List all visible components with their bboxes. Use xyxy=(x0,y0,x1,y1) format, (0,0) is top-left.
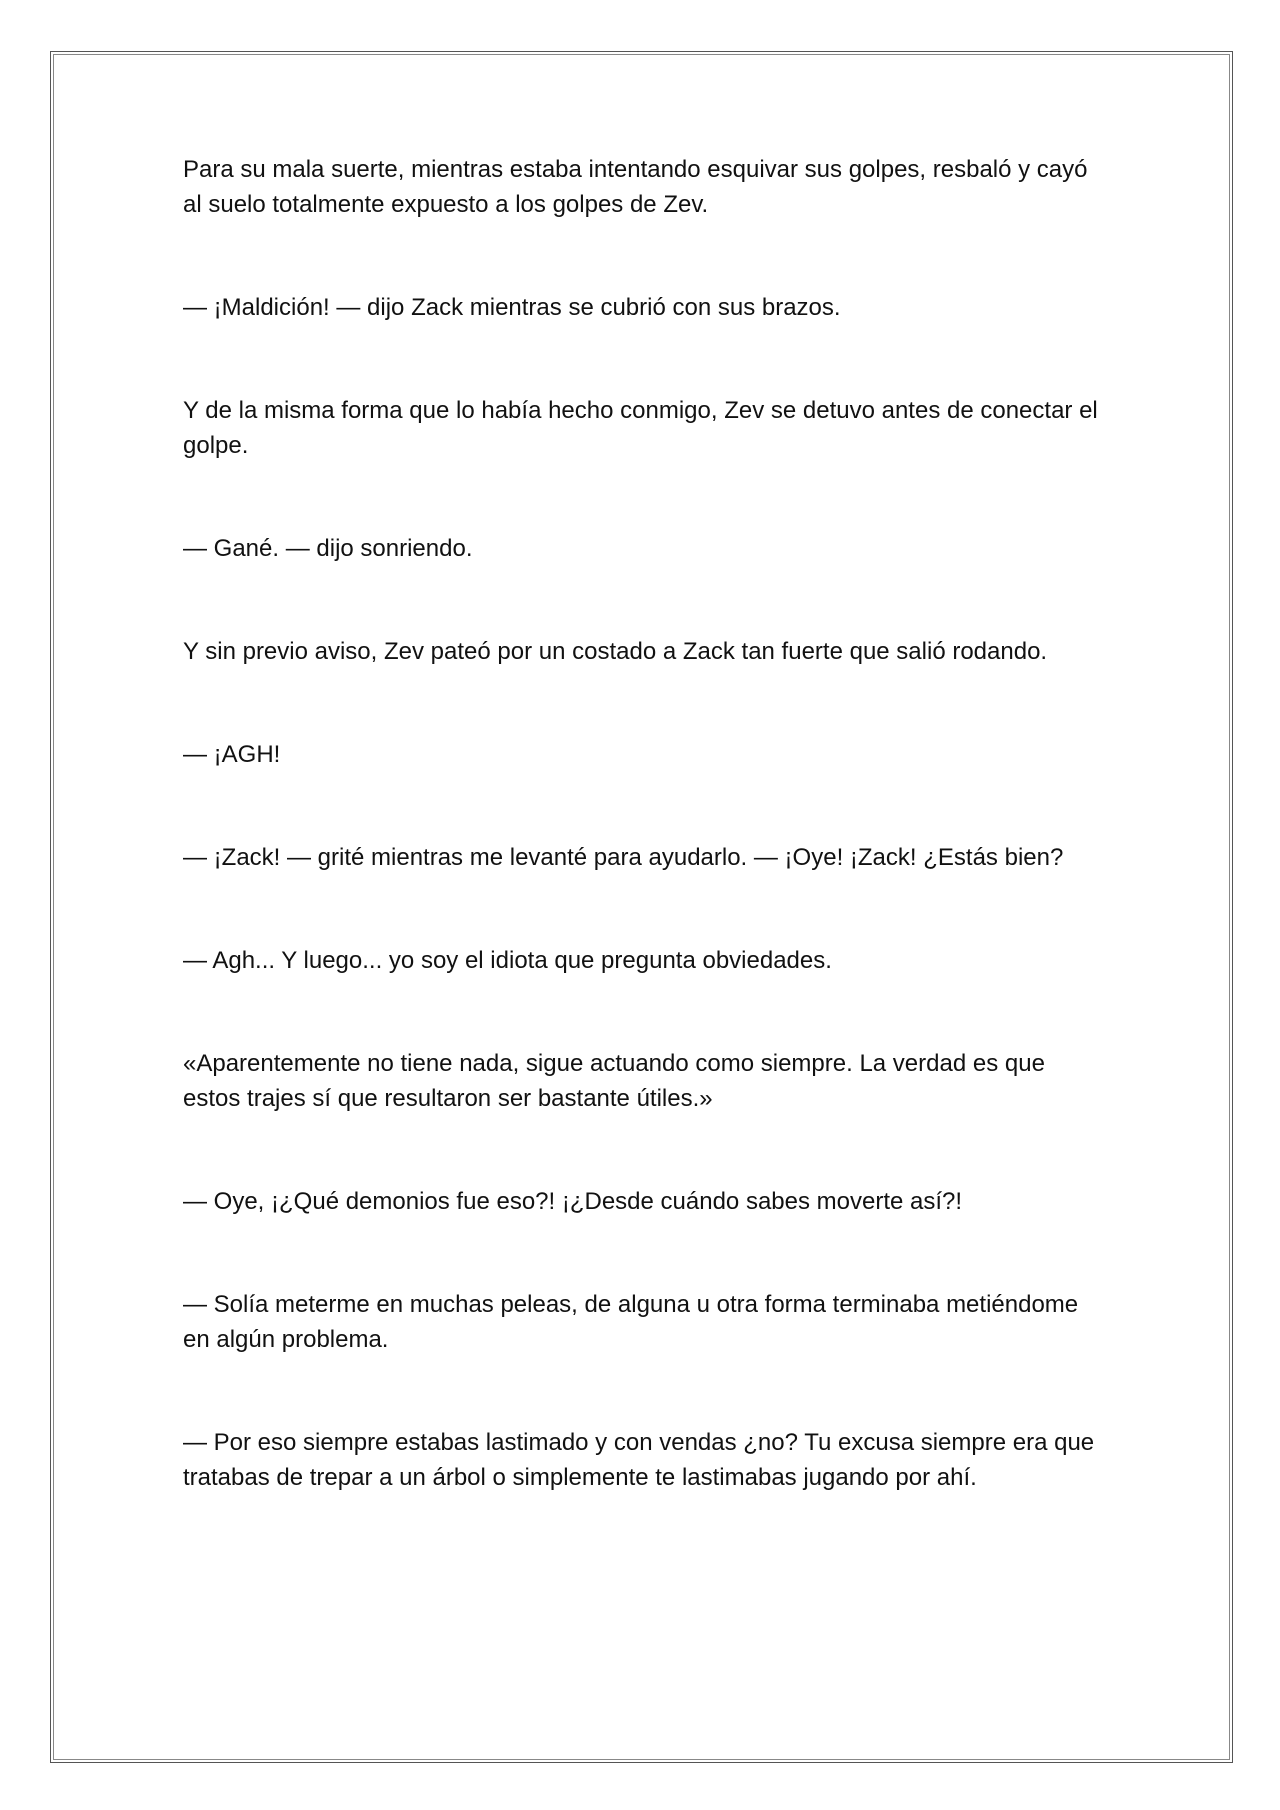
paragraph: — Agh... Y luego... yo soy el idiota que pregunta obviedades. xyxy=(183,947,832,974)
paragraph: — Por eso siempre estabas lastimado y con vendas ¿no? Tu excusa siempre era que tratabas de trepar a un árbol o simplemente te lastimabas jugando por ahí. xyxy=(183,1429,1095,1491)
paragraph: — Gané. — dijo sonriendo. xyxy=(183,535,473,562)
paragraph: — ¡Maldición! — dijo Zack mientras se cubrió con sus brazos. xyxy=(183,294,841,321)
paragraph: — ¡AGH! xyxy=(183,741,281,768)
paragraph: — ¡Zack! — grité mientras me levanté para ayudarlo. — ¡Oye! ¡Zack! ¿Estás bien? xyxy=(183,844,1064,871)
paragraph: «Aparentemente no tiene nada, sigue actuando como siempre. La verdad es que estos trajes sí que resultaron ser bastante útiles.» xyxy=(183,1050,1045,1112)
paragraph: Y de la misma forma que lo había hecho conmigo, Zev se detuvo antes de conectar el golpe. xyxy=(183,397,1098,459)
paragraph: Y sin previo aviso, Zev pateó por un costado a Zack tan fuerte que salió rodando. xyxy=(183,638,1048,665)
paragraph: — Solía meterme en muchas peleas, de alguna u otra forma terminaba metiéndome en algún problema. xyxy=(183,1291,1079,1353)
document-body xyxy=(183,152,1103,1495)
paragraph: Para su mala suerte, mientras estaba intentando esquivar sus golpes, resbaló y cayó al suelo totalmente expuesto a los golpes de Zev. xyxy=(183,156,1088,218)
paragraph: — Oye, ¡¿Qué demonios fue eso?! ¡¿Desde cuándo sabes moverte así?! xyxy=(183,1188,963,1215)
